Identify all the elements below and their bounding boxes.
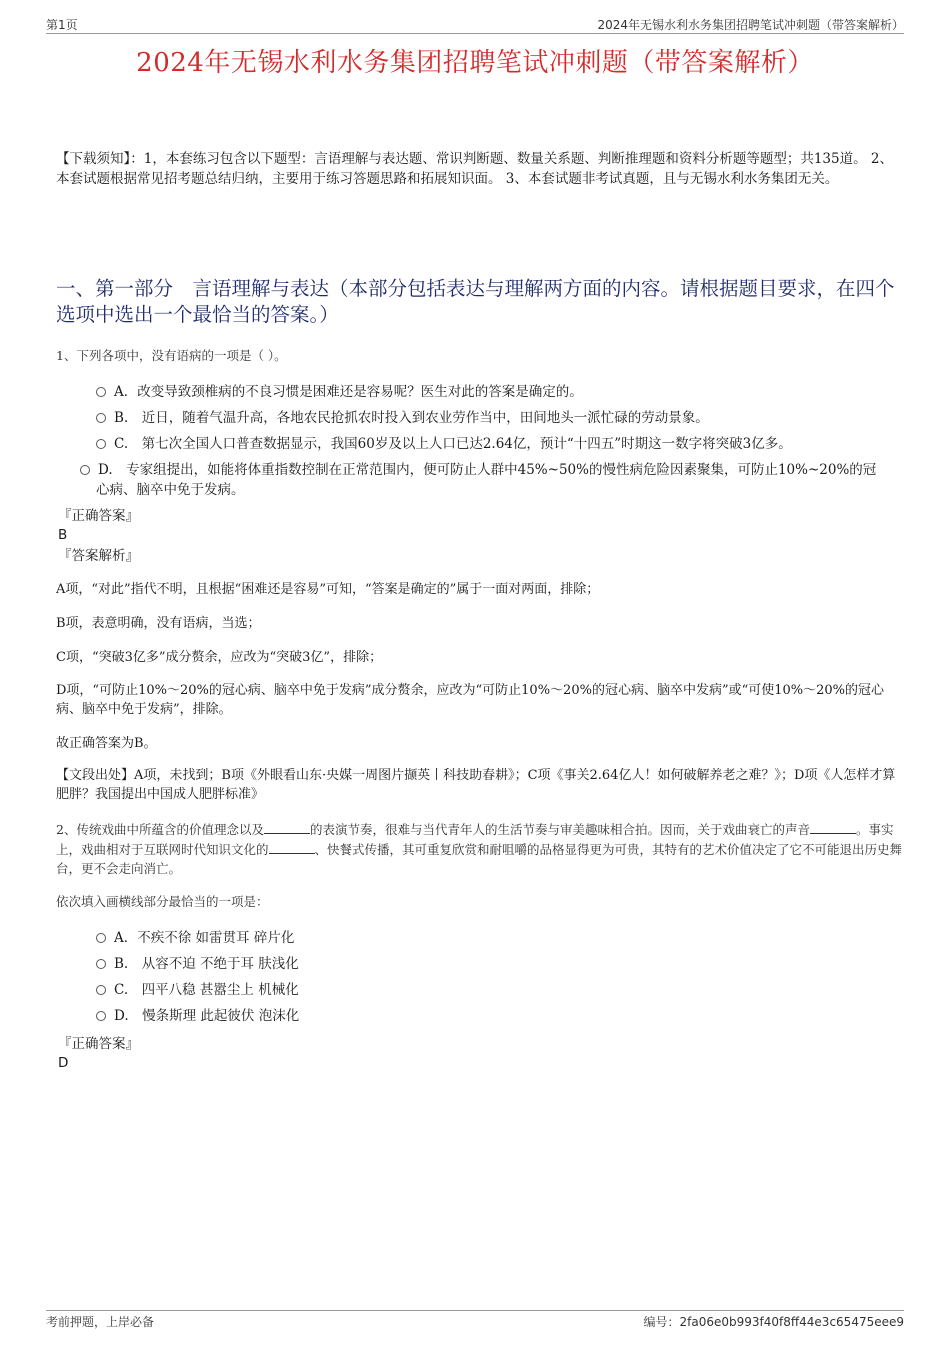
q1-source: 【文段出处】A项，未找到；B项《外眼看山东·央媒一周图片撷英丨科技助春耕》；C项《事关2.64亿人！如何破解养老之难？》；D项《人怎样才算肥胖？我国提出中国成人肥胖标准》 xyxy=(56,768,896,802)
footer-slogan: 考前押题，上岸必备 xyxy=(46,1315,155,1329)
radio-icon[interactable] xyxy=(80,465,90,475)
option-label: D. 慢条斯理 此起彼伏 泡沫化 xyxy=(114,1008,300,1024)
option-label: A．不疾不徐 如雷贯耳 碎片化 xyxy=(114,930,295,946)
document-title: 2024年无锡水利水务集团招聘笔试冲刺题（带答案解析） xyxy=(136,48,814,78)
q1-analysis-b: B项，表意明确，没有语病，当选； xyxy=(56,616,261,631)
q1-analysis-d: D项，“可防止10%～20%的冠心病、脑卒中免于发病”成分赘余，应改为“可防止10%～20%的冠心病、脑卒中发病”或“可使10%～20%的冠心病、脑卒中免于发病”，排除。 xyxy=(56,683,885,717)
footer-code-value: 2fa06e0b993f40f8ff44e3c65475eee9 xyxy=(679,1315,904,1329)
q2-stem-part-2: 的表演节奏，很难与当代青年人的生活节奏与审美趣味相合拍。因而，关于戏曲衰亡的声音 xyxy=(309,822,810,837)
q2-option-b[interactable] xyxy=(96,954,896,974)
footer-code-label: 编号： xyxy=(643,1315,680,1329)
q1-analysis-a: A项，“对此”指代不明，且根据“困难还是容易”可知，“答案是确定的”属于一面对两面，排除； xyxy=(56,582,600,597)
q1-option-d[interactable] xyxy=(80,460,886,500)
radio-icon[interactable] xyxy=(96,439,106,449)
q2-prompt: 依次填入画横线部分最恰当的一项是： xyxy=(56,894,269,909)
footer-code xyxy=(644,1313,905,1330)
option-label: C. 四平八稳 甚嚣尘上 机械化 xyxy=(114,982,299,998)
radio-icon[interactable] xyxy=(96,1011,106,1021)
radio-icon[interactable] xyxy=(96,959,106,969)
running-title: 2024年无锡水利水务集团招聘笔试冲刺题（带答案解析） xyxy=(597,18,904,32)
page-number: 第1页 xyxy=(46,18,78,32)
option-label: D. 专家组提出，如能将体重指数控制在正常范围内，便可防止人群中45%~50%的慢性病危险因素聚集，可防止10%~20%的冠心病、脑卒中免于发病。 xyxy=(96,462,877,498)
q1-option-c[interactable] xyxy=(96,434,896,454)
download-notice: 【下载须知】：1，本套练习包含以下题型：言语理解与表达题、常识判断题、数量关系题、判断推理题和资料分析题等题型；共135道。 2、本套试题根据常见招考题总结归纳，主要用于练习答题思路和拓展知识面。 3、本套试题非考试真题，且与无锡水利水务集团无关。 xyxy=(56,151,893,187)
q2-answer: D xyxy=(58,1055,69,1071)
q1-answer-label: 『正确答案』 xyxy=(58,508,139,524)
option-label: B. 从容不迫 不绝于耳 肤浅化 xyxy=(114,956,299,972)
header-divider xyxy=(46,33,904,34)
blank-1 xyxy=(264,821,310,834)
question-1-stem: 1、下列各项中，没有语病的一项是（ ）。 xyxy=(56,348,287,363)
blank-3 xyxy=(269,841,315,854)
q2-stem-part-4: 、快餐式传播，其可重复欣赏和耐咀嚼的品格显得更为可贵，其特有的艺术价值决定了它不可能退出历史舞台，更不会走向消亡。 xyxy=(56,841,903,876)
q2-option-a[interactable] xyxy=(96,928,896,948)
q2-option-c[interactable] xyxy=(96,980,896,1000)
q1-answer: B xyxy=(58,527,68,543)
option-label: B. 近日，随着气温升高，各地农民抢抓农时投入到农业劳作当中，田间地头一派忙碌的劳动景象。 xyxy=(114,410,709,426)
option-label: A．改变导致颈椎病的不良习惯是困难还是容易呢？医生对此的答案是确定的。 xyxy=(114,384,583,400)
q2-stem-part-3: 。事实上，戏曲相对于互联网时代知识文化的 xyxy=(56,822,894,857)
q2-stem-part-1: 2、传统戏曲中所蕴含的价值理念以及 xyxy=(56,822,264,837)
q2-option-d[interactable] xyxy=(96,1006,896,1026)
blank-2 xyxy=(810,821,856,834)
q1-analysis-label: 『答案解析』 xyxy=(58,548,139,564)
radio-icon[interactable] xyxy=(96,933,106,943)
radio-icon[interactable] xyxy=(96,387,106,397)
option-label: C. 第七次全国人口普查数据显示，我国60岁及以上人口已达2.64亿，预计“十四五”时期这一数字将突破3亿多。 xyxy=(114,436,792,452)
q1-option-b[interactable] xyxy=(96,408,896,428)
q2-answer-label: 『正确答案』 xyxy=(58,1036,139,1052)
q1-analysis-c: C项，“突破3亿多”成分赘余，应改为“突破3亿”，排除； xyxy=(56,650,383,665)
q1-option-a[interactable] xyxy=(96,382,896,402)
question-2-stem xyxy=(56,820,906,879)
radio-icon[interactable] xyxy=(96,413,106,423)
q1-conclusion: 故正确答案为B。 xyxy=(56,736,157,751)
footer-divider xyxy=(46,1310,904,1311)
radio-icon[interactable] xyxy=(96,985,106,995)
section-heading: 一、第一部分 言语理解与表达（本部分包括表达与理解两方面的内容。请根据题目要求，在四个选项中选出一个最恰当的答案。） xyxy=(56,277,895,326)
